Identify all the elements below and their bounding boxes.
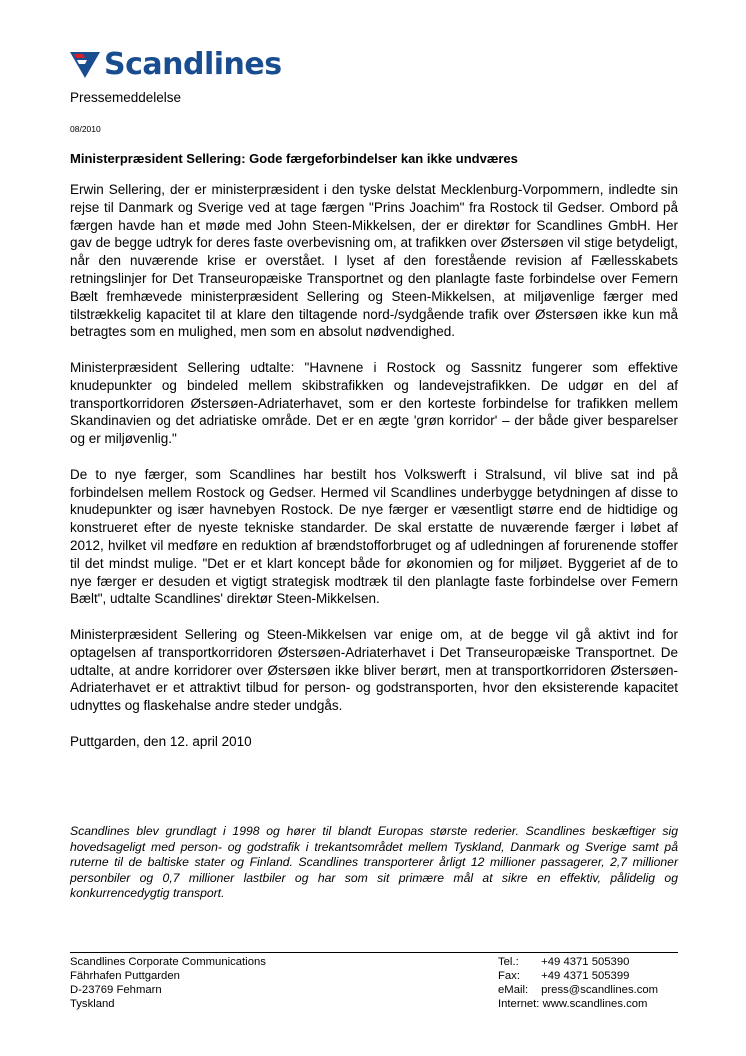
logo-wordmark: Scandlines (104, 47, 282, 82)
address-line: Tyskland (70, 998, 115, 1010)
contact-phone (498, 955, 658, 969)
contact-label: Fax: (498, 970, 520, 982)
contact-value: +49 4371 505390 (541, 956, 630, 968)
contact-label: eMail: (498, 984, 529, 996)
document-type: Pressemeddelelse (70, 90, 182, 105)
contact-website[interactable] (498, 997, 658, 1011)
paragraph-4: Ministerpræsident Sellering og Steen-Mikkelsen var enige om, at de begge vil gå aktivt ind for optagelsen af transportkorridoren Østersøen-Adriaterhavet i Det Transeuropæiske Transportnet. De udtalte, at andre korridorer over Østersøen ikke bliver berørt, men at transportkorridoren Østersøen-Adriaterhavet er et attraktivt tilbud for person- og godstransporten, hvor den eksisterende kapacitet udnyttes og flaskehalse andre steder undgås. (70, 626, 678, 714)
paragraph-1: Erwin Sellering, der er ministerpræsident i den tyske delstat Mecklenburg-Vorpommern, indledte sin rejse til Danmark og Sverige ved at tage færgen "Prins Joachim" fra Rostock til Gedser. Ombord på færgen havde han et møde med John Steen-Mikkelsen, der er direktør for Scandlines GmbH. Her gav de begge udtryk for deres faste overbevisning om, at trafikken over Østersøen vil stige betydeligt, når den nuværende krise er overstået. I lyset af den forestående revision af Fællesskabets retningslinjer for Det Transeuropæiske Transportnet og den planlagte faste forbindelse over Femern Bælt fremhævede ministerpræsident Sellering og Steen-Mikkelsen, at miljøvenlige færger med tilstrækkelig kapacitet til at klare den tiltagende nord-/sydgående trafik over Østersøen ikke kun må betragtes som en mulighed, men som en absolut nødvendighed. (70, 182, 678, 340)
contact-label: Internet: (498, 998, 540, 1010)
website-link[interactable]: www.scandlines.com (542, 998, 648, 1010)
headline: Ministerpræsident Sellering: Gode færgeforbindelser kan ikke undværes (70, 151, 518, 166)
document-number: 08/2010 (70, 124, 101, 134)
scandlines-logo (70, 48, 282, 82)
footer-divider (70, 952, 678, 953)
contact-fax (498, 969, 658, 983)
paragraph-3: De to nye færger, som Scandlines har bestilt hos Volkswerft i Stralsund, vil blive sat ind på forbindelsen mellem Rostock og Gedser. Hermed vil Scandlines underbygge betydningen af disse to knudepunkter og især havnebyen Rostock. De nye færger er væsentligt større end de hidtidige og konstrueret efter de nyeste tekniske standarder. De skal erstatte de nuværende færger i løbet af 2012, hvilket vil medføre en reduktion af brændstofforbruget og af udledningen af forurenende stoffer til det mindst mulige. "Det er et klart koncept både for økonomien og for miljøet. Byggeriet af de to nye færger er desuden et vigtigt strategisk modtræk til den planlagte faste forbindelse over Femern Bælt", udtalte Scandlines' direktør Steen-Mikkelsen. (70, 466, 678, 607)
dateline: Puttgarden, den 12. april 2010 (70, 733, 252, 749)
contact-value: +49 4371 505399 (541, 970, 630, 982)
about-scandlines: Scandlines blev grundlagt i 1998 og hører til blandt Europas største rederier. Scandlines beskæftiger sig hovedsageligt med person- og godstrafik i trekantsområdet mellem Tyskland, Danmark og Sverige samt på ruterne til de baltiske stater og Finland. Scandlines transporterer årligt 12 millioner passagerer, 2,7 millioner personbiler og 0,7 millioner lastbiler og har som sit primære mål at sikre en effektiv, pålidelig og konkurrencedygtig transport. (70, 824, 678, 901)
contact-email[interactable] (498, 983, 658, 997)
address-line: Scandlines Corporate Communications (70, 956, 266, 968)
article-body (70, 181, 678, 768)
contact-label: Tel.: (498, 956, 519, 968)
footer-contacts (498, 955, 658, 1011)
scandlines-logo-icon (70, 52, 100, 78)
address-line: D-23769 Fehmarn (70, 984, 162, 996)
email-link[interactable]: press@scandlines.com (541, 984, 659, 996)
paragraph-2: Ministerpræsident Sellering udtalte: "Havnene i Rostock og Sassnitz fungerer som effektive knudepunkter og bindeled mellem skibstrafikken og landevejstrafikken. De udgør en del af transportkorridoren Østersøen-Adriaterhavet, som er den korteste forbindelse for trafikken mellem Skandinavien og det adriatiske område. Det er en ægte 'grøn korridor' – der både giver besparelser og er miljøvenlig." (70, 359, 678, 447)
address-line: Fährhafen Puttgarden (70, 970, 180, 982)
footer-address (70, 955, 266, 1011)
